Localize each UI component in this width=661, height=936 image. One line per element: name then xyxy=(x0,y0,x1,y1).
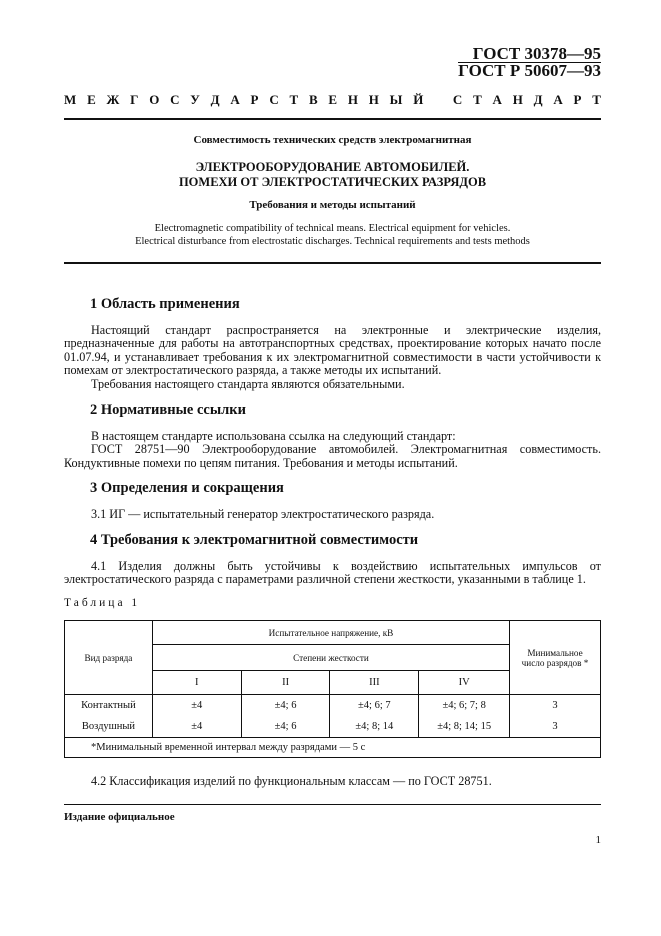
header-severity-levels: Степени жесткости xyxy=(152,645,509,671)
section-3-paragraph-1: 3.1 ИГ — испытательный генератор электростатического разряда. xyxy=(91,507,435,521)
degree-3: III xyxy=(330,671,419,695)
section-1-body xyxy=(64,324,601,391)
heading-letter: Ы xyxy=(389,92,403,107)
interstate-standard-heading xyxy=(64,92,601,108)
heading-letter: Т xyxy=(592,92,601,107)
degree-1: I xyxy=(152,671,241,695)
section-4-body xyxy=(64,560,601,587)
heading-letter: Н xyxy=(512,92,523,107)
section-1-heading: 1 Область применения xyxy=(90,296,240,312)
heading-letter: Н xyxy=(347,92,358,107)
cell-value: ±4; 6 xyxy=(241,717,330,738)
heading-letter: А xyxy=(553,92,563,107)
heading-letter: С xyxy=(269,92,279,107)
section-2-paragraph-1: В настоящем стандарте использована ссылка на следующий стандарт: xyxy=(91,429,456,443)
heading-letter: Р xyxy=(573,92,582,107)
official-edition: Издание официальное xyxy=(64,811,175,823)
section-2-heading: 2 Нормативные ссылки xyxy=(90,402,246,418)
cell-value: ±4; 6; 7 xyxy=(330,695,419,717)
table-row xyxy=(65,695,601,717)
heading-letter: Н xyxy=(368,92,379,107)
heading-gap xyxy=(434,92,442,108)
section-1-paragraph-1: Настоящий стандарт распространяется на электронные и электрические изделия, предназначенные для работы на автотранспортных средствах, проектирование которых начато после 01.07.94, и устанавливает требования к их электромагнитной совместимости в части устойчивости к помехам от электростатического разряда, а также методы их испытаний. xyxy=(64,323,601,378)
section-2-body xyxy=(64,430,601,470)
cell-value: ±4; 8; 14; 15 xyxy=(419,717,510,738)
cell-value: ±4; 8; 14 xyxy=(330,717,419,738)
heading-letter: Ж xyxy=(106,92,120,107)
cell-min: 3 xyxy=(510,695,601,717)
heading-letter: Р xyxy=(250,92,259,107)
header-test-voltage: Испытательное напряжение, кВ xyxy=(152,621,509,645)
section-3-body xyxy=(64,508,601,521)
header-rule xyxy=(64,118,601,120)
section-4-heading: 4 Требования к электромагнитной совместимости xyxy=(90,532,419,548)
code-secondary: ГОСТ Р 50607—93 xyxy=(458,61,601,80)
cell-value: ±4; 6 xyxy=(241,695,330,717)
heading-letter: В xyxy=(308,92,318,107)
main-title-line-2: ПОМЕХИ ОТ ЭЛЕКТРОСТАТИЧЕСКИХ РАЗРЯДОВ xyxy=(178,175,487,189)
section-3-heading: 3 Определения и сокращения xyxy=(90,480,284,496)
cell-value: ±4 xyxy=(152,695,241,717)
table-label: Таблица 1 xyxy=(64,597,141,609)
section-4-paragraph-2: 4.2 Классификация изделий по функциональным классам — по ГОСТ 28751. xyxy=(91,774,492,788)
row-type: Контактный xyxy=(65,695,153,717)
cell-value: ±4 xyxy=(152,717,241,738)
english-title-line-2: Electrical disturbance from electrostatic discharges. Technical requirements and tests methods xyxy=(135,236,530,247)
subtitle: Требования и методы испытаний xyxy=(249,199,416,211)
degree-2: II xyxy=(241,671,330,695)
heading-letter: А xyxy=(492,92,502,107)
heading-letter: Е xyxy=(87,92,96,107)
page-number: 1 xyxy=(595,834,601,846)
heading-letter: У xyxy=(190,92,200,107)
cell-value: ±4; 6; 7; 8 xyxy=(419,695,510,717)
heading-letter: Г xyxy=(130,92,139,107)
degree-4: IV xyxy=(419,671,510,695)
heading-letter: Д xyxy=(533,92,543,107)
heading-letter: О xyxy=(149,92,160,107)
english-title-line-1: Electromagnetic compatibility of technical means. Electrical equipment for vehicles. xyxy=(154,223,511,234)
title-rule xyxy=(64,262,601,264)
code-primary: ГОСТ 30378—95 xyxy=(472,44,601,63)
heading-letter: С xyxy=(452,92,463,107)
heading-letter: Й xyxy=(413,92,424,107)
footer-rule xyxy=(64,804,601,805)
row-type: Воздушный xyxy=(65,717,153,738)
header-discharge-type: Вид разряда xyxy=(65,621,153,695)
main-title-line-1: ЭЛЕКТРООБОРУДОВАНИЕ АВТОМОБИЛЕЙ. xyxy=(195,160,470,174)
heading-letter: С xyxy=(170,92,180,107)
main-title xyxy=(64,160,601,190)
section-2-paragraph-2: ГОСТ 28751—90 Электрооборудование автомобилей. Электромагнитная совместимость. Кондуктивные помехи по цепям питания. Требования и методы испытаний. xyxy=(64,442,601,470)
heading-letter: М xyxy=(64,92,77,107)
heading-letter: Т xyxy=(289,92,299,107)
heading-letter: Д xyxy=(210,92,220,107)
heading-letter: А xyxy=(230,92,240,107)
section-4-paragraph-2-block xyxy=(64,775,601,788)
section-1-paragraph-2: Требования настоящего стандарта являются обязательными. xyxy=(91,376,405,391)
cell-min: 3 xyxy=(510,717,601,738)
section-4-paragraph-1: 4.1 Изделия должны быть устойчивы к воздействию испытательных импульсов от электростатического разряда с параметрами различной степени жесткости, указанными в таблице 1. xyxy=(64,559,601,587)
heading-letter: Е xyxy=(328,92,338,107)
english-title xyxy=(64,222,601,248)
header-min-discharges: Минимальное число разрядов * xyxy=(510,621,601,695)
test-voltage-table xyxy=(64,620,601,758)
standard-codes xyxy=(458,46,601,79)
table-footnote: *Минимальный временной интервал между разрядами — 5 с xyxy=(65,737,601,757)
table-row xyxy=(65,717,601,738)
compat-title: Совместимость технических средств электромагнитная xyxy=(193,134,472,146)
heading-letter: Т xyxy=(473,92,482,107)
